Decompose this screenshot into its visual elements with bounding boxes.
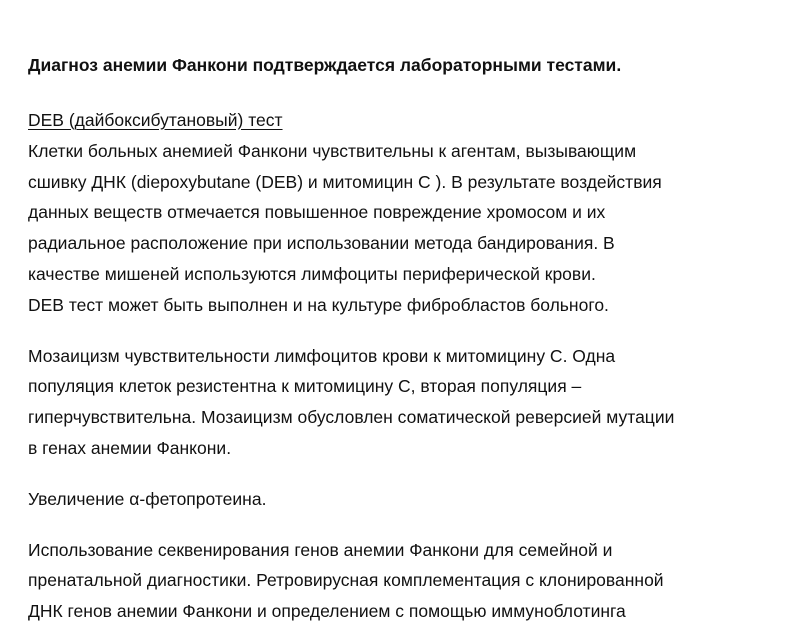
mosaicism-section	[28, 341, 780, 464]
mosaicism-line: в генах анемии Фанкони.	[28, 437, 232, 458]
deb-test-heading: DEB (дайбоксибутановый) тест	[28, 110, 283, 130]
sequencing-line: ДНК генов анемии Фанкони и определением с помощью иммуноблотинга	[28, 601, 626, 622]
sequencing-section	[28, 535, 780, 627]
spacer	[28, 464, 780, 484]
sequencing-line: пренатальной диагностики. Ретровирусная комплементация с клонированной	[28, 570, 664, 591]
mosaicism-line: популяция клеток резистентна к митомицину С, вторая популяция –	[28, 376, 582, 397]
deb-test-line: Клетки больных анемией Фанкони чувствительны к агентам, вызывающим	[28, 140, 637, 161]
deb-test-section	[28, 105, 780, 321]
spacer	[28, 80, 780, 105]
slide-content	[28, 50, 780, 627]
afp-line: Увеличение α-фетопротеина.	[28, 488, 267, 509]
deb-test-line: радиальное расположение при использовании метода бандирования. В	[28, 233, 615, 254]
spacer	[28, 321, 780, 341]
afp-section	[28, 484, 780, 515]
page-title: Диагноз анемии Фанкони подтверждается лабораторными тестами.	[28, 55, 622, 75]
deb-test-line: сшивку ДНК (diepoxybutane (DEB) и митомицин C ). В результате воздействия	[28, 171, 662, 192]
deb-test-line: DEB тест может быть выполнен и на культуре фибробластов больного.	[28, 294, 609, 315]
mosaicism-line: гиперчувствительна. Мозаицизм обусловлен соматической реверсией мутации	[28, 407, 675, 428]
deb-test-line: данных веществ отмечается повышенное повреждение хромосом и их	[28, 202, 606, 223]
mosaicism-line: Мозаицизм чувствительности лимфоцитов крови к митомицину С. Одна	[28, 345, 616, 366]
deb-test-line: качестве мишеней используются лимфоциты периферической крови.	[28, 263, 596, 284]
spacer	[28, 515, 780, 535]
sequencing-line: Использование секвенирования генов анемии Фанкони для семейной и	[28, 539, 613, 560]
